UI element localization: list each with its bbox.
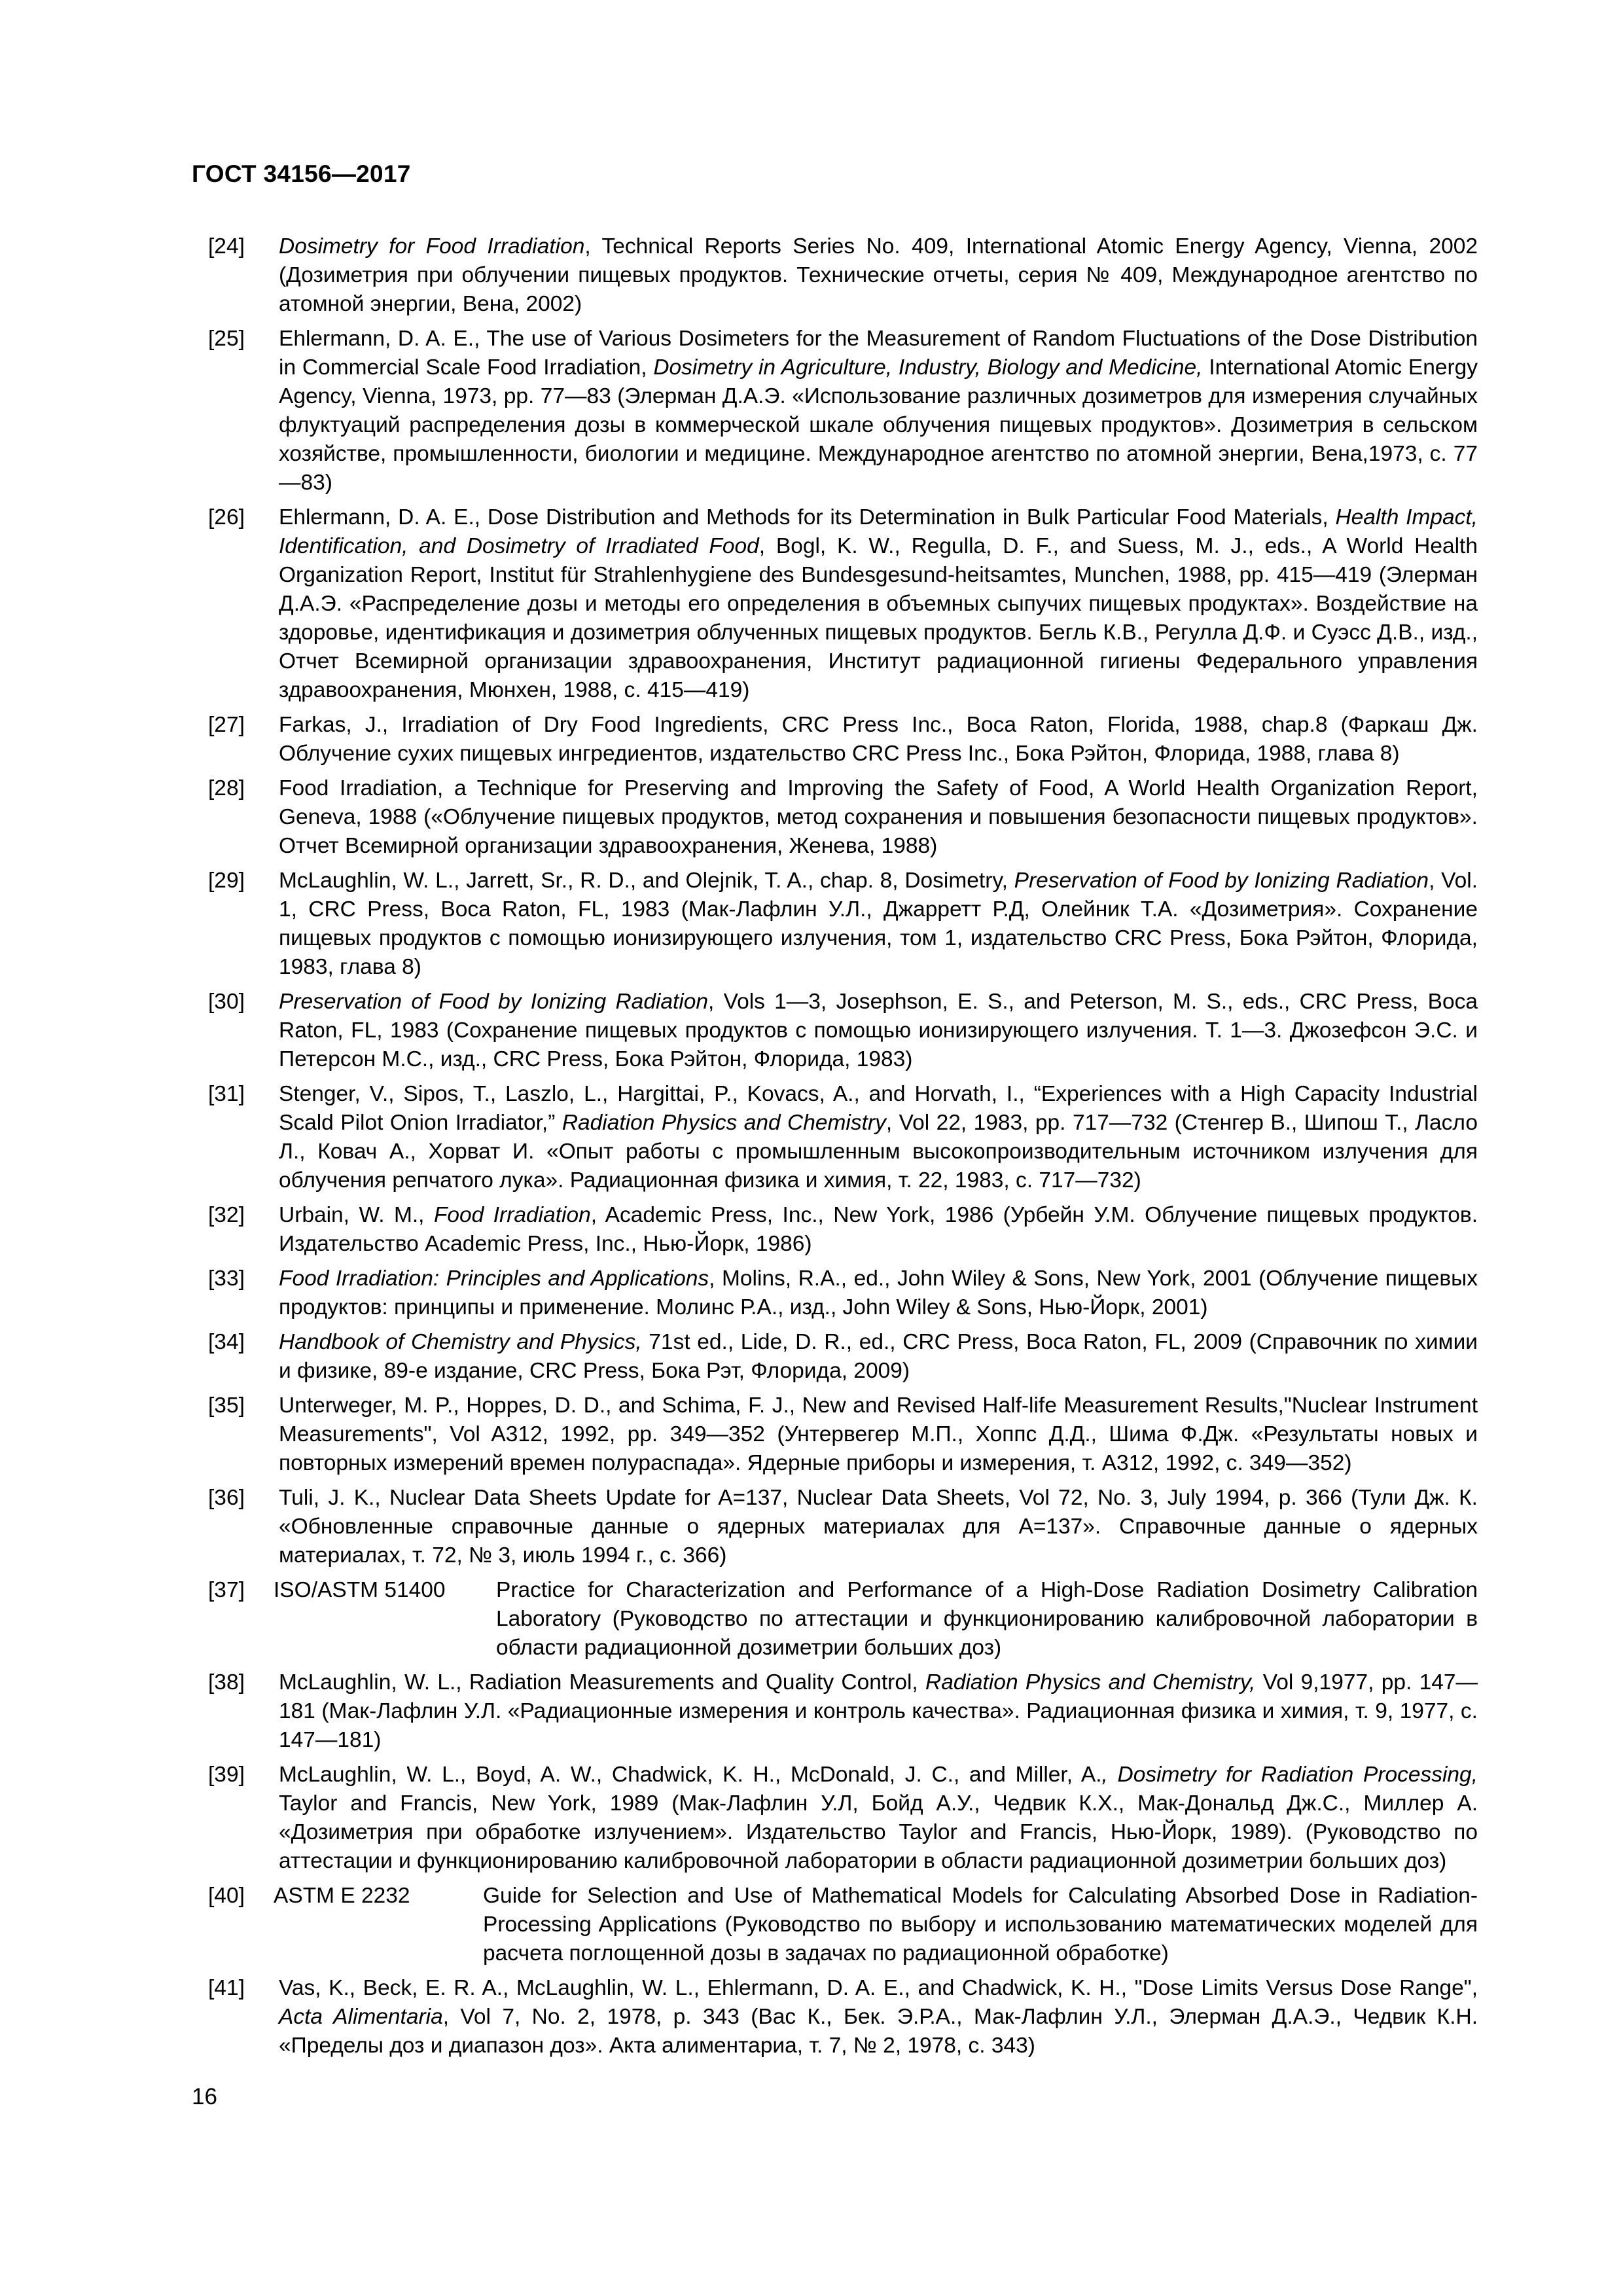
reference-number: [36]	[208, 1486, 245, 1510]
reference-text	[496, 1578, 1478, 1660]
bibliography-list	[208, 232, 1478, 2066]
reference-text-segment: , Vol. 1, CRC Press, Boca Raton, FL, 1983 (Мак-Лафлин У.Л., Джарретт Р.Д, Олейник Т.А. «Дозиметрия». Сохранение пищевых продуктов с помощью ионизирующего излучения, том 1, издательство CRC Press, Бока Рэйтон, Флорида, 1983, глава 8)	[279, 869, 1478, 979]
reference-item	[208, 1974, 1478, 2060]
reference-text	[279, 1393, 1478, 1475]
reference-number: [38]	[208, 1670, 245, 1695]
reference-title-italic: Food Irradiation: Principles and Applications	[279, 1266, 709, 1291]
reference-item	[208, 711, 1478, 768]
reference-item	[208, 988, 1478, 1074]
reference-item	[208, 1391, 1478, 1478]
reference-title-italic: Dosimetry for Food Irradiation	[279, 234, 585, 259]
reference-item	[208, 1484, 1478, 1570]
reference-text-segment: Urbain, W. M.,	[279, 1203, 434, 1227]
reference-title-italic: Radiation Physics and Chemistry,	[925, 1670, 1256, 1695]
reference-item	[208, 1080, 1478, 1195]
reference-text-segment: McLaughlin, W. L., Boyd, A. W., Chadwick, K. H., McDonald, J. C., and Miller, A.	[279, 1763, 1102, 1787]
reference-text	[279, 776, 1478, 858]
reference-item	[208, 325, 1478, 497]
reference-text-segment: , Vols 1—3, Josephson, E. S., and Peterson, M. S., eds., CRC Press, Boca Raton, FL, 1983 (Сохранение пищевых продуктов с помощью ионизирующего излучения. Т. 1—3. Джозефсон Э.С. и Петерсон М.С., изд., CRC Press, Бока Рэйтон, Флорида, 1983)	[279, 990, 1478, 1071]
reference-number: [37]	[208, 1578, 245, 1602]
reference-item	[208, 1328, 1478, 1386]
reference-text-segment: , Molins, R.A., ed., John Wiley & Sons, New York, 2001 (Облучение пищевых продуктов: принципы и применение. Молинс Р.А., изд., John Wiley & Sons, Нью-Йорк, 2001)	[279, 1266, 1478, 1319]
reference-number: [33]	[208, 1266, 245, 1291]
reference-item	[208, 867, 1478, 982]
reference-number: [27]	[208, 713, 245, 737]
reference-text-segment: Tuli, J. K., Nuclear Data Sheets Update for A=137, Nuclear Data Sheets, Vol 72, No. 3, July 1994, p. 366 (Тули Дж. К. «Обновленные справочные данные о ядерных материалах для А=137». Справочные данные о ядерных материалах, т. 72, № 3, июль 1994 г., с. 366)	[279, 1486, 1478, 1568]
reference-number: [34]	[208, 1330, 245, 1354]
reference-standard-code: ASTM E 2232	[274, 1884, 410, 1908]
reference-text-segment: Taylor and Francis, New York, 1989 (Мак-Лафлин У.Л, Бойд А.У., Чедвик К.Х., Мак-Дональд Дж.С., Миллер А. «Дозиметрия при обработке излучением». Издательство Taylor and Francis, Нью-Йорк, 1989). (Руководство по аттестации и функционированию калибровочной лаборатории в области радиационной дозиметрии больших доз)	[279, 1791, 1478, 1873]
reference-text	[279, 1203, 1478, 1256]
reference-text-segment: , Academic Press, Inc., New York, 1986 (Урбейн У.М. Облучение пищевых продуктов. Издательство Academic Press, Inc., Нью-Йорк, 1986)	[279, 1203, 1478, 1256]
reference-text-segment: International Atomic Energy Agency, Vienna, 1973, pp. 77—83 (Элерман Д.А.Э. «Использование различных дозиметров для измерения случайных флуктуаций распределения дозы в коммерческой шкале облучения пищевых продуктов». Дозиметрия в сельском хозяйстве, промышленности, биологии и медицине. Международное агентство по атомной энергии, Вена,1973, с. 77—83)	[279, 355, 1478, 495]
reference-text	[279, 234, 1478, 316]
reference-title-italic: , Dosimetry for Radiation Processing,	[1101, 1763, 1478, 1787]
reference-text	[279, 869, 1478, 979]
reference-text	[279, 327, 1478, 495]
reference-title-italic: Preservation of Food by Ionizing Radiation	[279, 990, 709, 1014]
reference-number: [32]	[208, 1203, 245, 1227]
reference-number: [39]	[208, 1763, 245, 1787]
reference-title-italic: Radiation Physics and Chemistry	[562, 1111, 886, 1135]
reference-text-segment: Ehlermann, D. A. E., Dose Distribution and Methods for its Determination in Bulk Particular Food Materials,	[279, 505, 1336, 529]
reference-text-segment: Ehlermann, D. A. E., The use of Various Dosimeters for the Measurement of Random Fluctuations of the Dose Distribution in Commercial Scale Food Irradiation,	[279, 327, 1478, 380]
reference-number: [24]	[208, 234, 245, 259]
reference-text-segment: Farkas, J., Irradiation of Dry Food Ingredients, CRC Press Inc., Boca Raton, Florida, 1988, chap.8 (Фаркаш Дж. Облучение сухих пищевых ингредиентов, издательство CRC Press Inc., Бока Рэйтон, Флорида, 1988, глава 8)	[279, 713, 1478, 766]
reference-number: [29]	[208, 869, 245, 893]
reference-title-italic: Acta Alimentaria	[279, 2005, 443, 2029]
reference-text	[279, 990, 1478, 1071]
reference-item	[208, 232, 1478, 319]
reference-title-italic: Dosimetry in Agriculture, Industry, Biology and Medicine,	[653, 355, 1203, 380]
reference-number: [28]	[208, 776, 245, 800]
reference-text	[279, 505, 1478, 702]
reference-text-segment: Stenger, V., Sipos, T., Laszlo, L., Hargittai, P., Kovacs, A., and Horvath, I., “Experiences with a High Capacity Industrial Scald Pilot Onion Irradiator,”	[279, 1082, 1478, 1135]
reference-item	[208, 1265, 1478, 1322]
reference-text-segment: Food Irradiation, a Technique for Preserving and Improving the Safety of Food, A World Health Organization Report, Geneva, 1988 («Облучение пищевых продуктов, метод сохранения и повышения безопасности пищевых продуктов». Отчет Всемирной организации здравоохранения, Женева, 1988)	[279, 776, 1478, 858]
page-number: 16	[192, 2084, 217, 2109]
reference-text	[279, 1976, 1478, 2058]
reference-number: [26]	[208, 505, 245, 529]
reference-title-italic: Handbook of Chemistry and Physics,	[279, 1330, 642, 1354]
reference-text	[279, 713, 1478, 766]
reference-text	[279, 1486, 1478, 1568]
reference-number: [31]	[208, 1082, 245, 1106]
reference-number: [25]	[208, 327, 245, 351]
reference-number: [35]	[208, 1393, 245, 1418]
reference-number: [30]	[208, 990, 245, 1014]
reference-text	[279, 1670, 1478, 1752]
reference-text-segment: , Vol 7, No. 2, 1978, p. 343 (Вас К., Бек. Э.Р.А., Мак-Лафлин У.Л., Элерман Д.А.Э., Чедвик К.Н. «Пределы доз и диапазон доз». Акта алиментариа, т. 7, № 2, 1978, с. 343)	[279, 2005, 1478, 2058]
reference-item	[208, 1576, 1478, 1662]
reference-text-segment: , Technical Reports Series No. 409, International Atomic Energy Agency, Vienna, 2002 (Дозиметрия при облучении пищевых продуктов. Технические отчеты, серия № 409, Международное агентство по атомной энергии, Вена, 2002)	[279, 234, 1478, 316]
reference-text-segment: McLaughlin, W. L., Jarrett, Sr., R. D., and Olejnik, T. A., chap. 8, Dosimetry,	[279, 869, 1014, 893]
reference-title-italic: Preservation of Food by Ionizing Radiation	[1014, 869, 1429, 893]
reference-item	[208, 1201, 1478, 1259]
reference-title-italic: Food Irradiation	[433, 1203, 591, 1227]
reference-standard-code: ISO/ASTM 51400	[274, 1578, 446, 1602]
reference-text	[279, 1330, 1478, 1383]
reference-title-italic: Health Impact, Identification, and Dosimetry of Irradiated Food	[279, 505, 1478, 558]
reference-text	[279, 1763, 1478, 1873]
reference-text-segment: Vol 9,1977, pp. 147—181 (Мак-Лафлин У.Л. «Радиационные измерения и контроль качества». Радиационная физика и химия, т. 9, 1977, с. 147—181)	[279, 1670, 1478, 1752]
reference-number: [40]	[208, 1884, 245, 1908]
reference-item	[208, 1668, 1478, 1755]
reference-item	[208, 503, 1478, 705]
reference-text-segment: 71st ed., Lide, D. R., ed., CRC Press, Boca Raton, FL, 2009 (Справочник по химии и физике, 89-е издание, CRC Press, Бока Рэт, Флорида, 2009)	[279, 1330, 1478, 1383]
reference-text	[279, 1082, 1478, 1193]
reference-text-segment: , Vol 22, 1983, pp. 717—732 (Стенгер В., Шипош Т., Ласло Л., Ковач А., Хорват И. «Опыт работы с промышленным высокопроизводительным источником излучения для облучения репчатого лука». Радиационная физика и химия, т. 22, 1983, с. 717—732)	[279, 1111, 1478, 1193]
reference-item	[208, 1761, 1478, 1876]
reference-item	[208, 1882, 1478, 1968]
reference-text-segment: Vas, K., Beck, E. R. A., McLaughlin, W. L., Ehlermann, D. A. E., and Chadwick, K. H., "Dose Limits Versus Dose Range",	[279, 1976, 1478, 2000]
reference-text	[483, 1884, 1478, 1965]
reference-text-segment: Practice for Characterization and Performance of a High-Dose Radiation Dosimetry Calibration Laboratory (Руководство по аттестации и функционированию калибровочной лаборатории в области радиационной дозиметрии больших доз)	[496, 1578, 1478, 1660]
reference-text-segment: Unterweger, M. P., Hoppes, D. D., and Schima, F. J., New and Revised Half-life Measurement Results,"Nuclear Instrument Measurements", Vol A312, 1992, pp. 349—352 (Унтервегер М.П., Хоппс Д.Д., Шима Ф.Дж. «Результаты новых и повторных измерений времен полураспада». Ядерные приборы и измерения, т. A312, 1992, с. 349—352)	[279, 1393, 1478, 1475]
reference-item	[208, 774, 1478, 861]
reference-text-segment: , Bogl, K. W., Regulla, D. F., and Suess, M. J., eds., A World Health Organization Report, Institut für Strahlenhygiene des Bundesgesund-heitsamtes, Munchen, 1988, pp. 415—419 (Элерман Д.А.Э. «Распределение дозы и методы его определения в объемных сыпучих пищевых продуктах». Воздействие на здоровье, идентификация и дозиметрия облученных пищевых продуктов. Бегль К.В., Регулла Д.Ф. и Суэсс Д.В., изд., Отчет Всемирной организации здравоохранения, Институт радиационной гигиены Федерального управления здравоохранения, Мюнхен, 1988, с. 415—419)	[279, 534, 1478, 702]
reference-text	[279, 1266, 1478, 1319]
page-header-standard-number: ГОСТ 34156—2017	[192, 160, 411, 187]
reference-number: [41]	[208, 1976, 245, 2000]
reference-text-segment: Guide for Selection and Use of Mathematical Models for Calculating Absorbed Dose in Radiation-Processing Applications (Руководство по выбору и использованию математических моделей для расчета поглощенной дозы в задачах по радиационной обработке)	[483, 1884, 1478, 1965]
reference-text-segment: McLaughlin, W. L., Radiation Measurements and Quality Control,	[279, 1670, 926, 1695]
